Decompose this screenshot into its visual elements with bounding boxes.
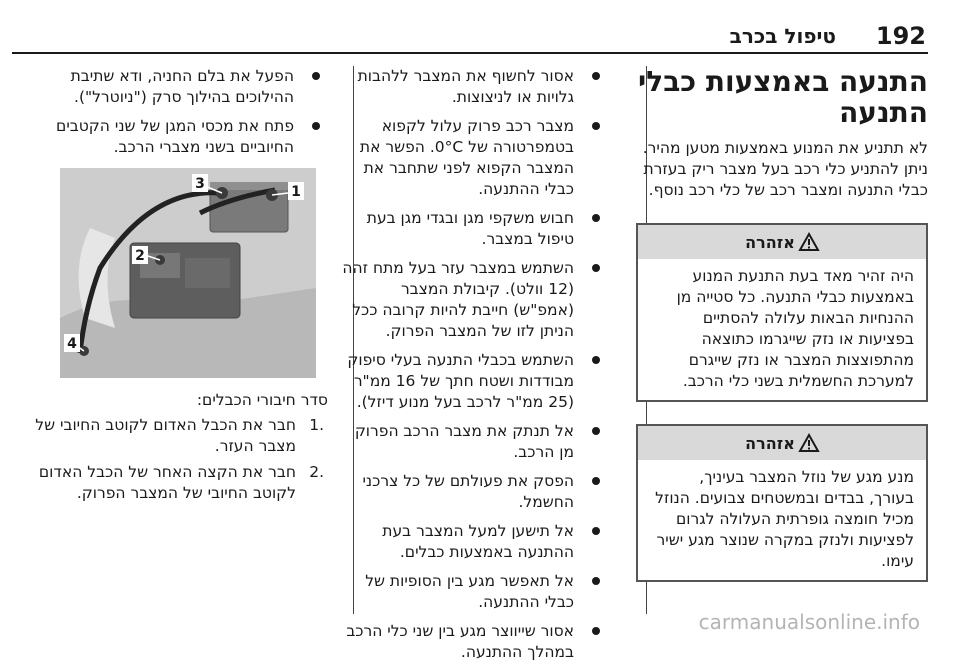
- battery-jumper-figure: [60, 168, 316, 378]
- precautions-list: [336, 66, 608, 663]
- figure-label-1: 1: [291, 184, 301, 200]
- step-text: חבר את הכבל האדום לקוטב החיובי של מצבר העזר.: [35, 416, 296, 455]
- warning-triangle-icon: [799, 232, 819, 252]
- bullet-icon: [592, 527, 600, 535]
- connection-steps: [32, 415, 328, 504]
- list-item: אל תישען למעל המצבר בעת ההתנעה באמצעות כבלים.: [336, 521, 608, 563]
- figure-label-2: 2: [135, 248, 145, 264]
- bullet-icon: [312, 72, 320, 80]
- bullet-icon: [592, 214, 600, 222]
- preparation-list: [32, 66, 328, 158]
- page-number: 192: [875, 22, 926, 50]
- list-item: השתמש במצבר עזר בעל מתח זהה (12 וולט). קיבולת המצבר (אמפ"ש) חייבת להיות קרובה ככל הניתן לזו של המצבר הפרוק.: [336, 258, 608, 342]
- figure-label-4: 4: [67, 336, 77, 352]
- bullet-icon: [592, 356, 600, 364]
- step-item: [32, 415, 328, 457]
- step-text: חבר את הקצה האחר של הכבל האדום לקוטב החיובי של המצבר הפרוק.: [38, 463, 296, 502]
- bullet-icon: [592, 264, 600, 272]
- intro-paragraph: לא תתניע את המנוע באמצעות מטען מהיר. ניתן להתניע כלי רכב בעל מצבר ריק בעזרת כבלי התנעה ומצבר רכב של כלי רכב נוסף.: [642, 139, 928, 199]
- warning-header: [638, 426, 926, 460]
- warning-header: [638, 225, 926, 259]
- warning-label: אזהרה: [745, 232, 795, 252]
- connection-order-title: סדר חיבורי הכבלים:: [196, 391, 328, 409]
- list-item: הפסק את פעולתם של כל צרכני החשמל.: [336, 471, 608, 513]
- figure-label-3: 3: [195, 176, 205, 192]
- header-rule: [12, 52, 928, 54]
- warning-text: היה זהיר מאד בעת התנעת המנוע באמצעות כבלי התנעה. כל סטייה מן ההנחיות הבאות עלולה להסתיים בפציעות או נזק שייגרמו כתוצאה מהתפוצצות המצבר או נזק שייגרם למערכת החשמלית בשני כלי הרכב.: [676, 267, 914, 390]
- list-item: אסור שייווצר מגע בין שני כלי הרכב במהלך ההתנעה.: [336, 621, 608, 663]
- step-item: [32, 462, 328, 504]
- bullet-icon: [592, 72, 600, 80]
- warning-box-1: [636, 223, 928, 402]
- page-header: [0, 0, 960, 52]
- bullet-icon: [592, 627, 600, 635]
- list-item: מצבר רכב פרוק עלול לקפוא בטמפרטורה של 0°C. הפשר את המצבר הקפוא לפני שתחבר את כבלי ההתנעה.: [336, 116, 608, 200]
- watermark: carmanualsonline.info: [698, 610, 920, 634]
- warning-triangle-icon: [799, 433, 819, 453]
- list-item: פתח את מכסי המגן של שני הקטבים החיוביים בשני מצברי הרכב.: [32, 116, 328, 158]
- bullet-icon: [312, 122, 320, 130]
- section-title: טיפול בכרב: [729, 24, 836, 48]
- bullet-icon: [592, 122, 600, 130]
- warning-text: מנע מגע של נוזל המצבר בעיניך, בעורך, בבדים ובמשטחים צבועים. הנוזל מכיל חומצה גופרתית העלולה לגרום לפציעות ולנזק במקרה שנוצר מגע ישיר עימו.: [655, 468, 914, 570]
- bullet-icon: [592, 477, 600, 485]
- step-number: 2.: [309, 463, 324, 481]
- column-title: התנעה באמצעות כבלי התנעה: [638, 65, 928, 129]
- jumper-cables-illustration: [60, 168, 316, 378]
- bullet-icon: [592, 427, 600, 435]
- list-item: אל תאפשר מגע בין הסופיות של כבלי ההתנעה.: [336, 571, 608, 613]
- column-3: [32, 66, 328, 509]
- column-1: [636, 66, 928, 582]
- step-number: 1.: [309, 416, 324, 434]
- warning-box-2: [636, 424, 928, 582]
- list-item: אל תנתק את מצבר הרכב הפרוק מן הרכב.: [336, 421, 608, 463]
- list-item: חבוש משקפי מגן ובגדי מגן בעת טיפול במצבר.: [336, 208, 608, 250]
- bullet-icon: [592, 577, 600, 585]
- warning-label: אזהרה: [745, 433, 795, 453]
- list-item: הפעל את בלם החניה, ודא שתיבת ההילוכים בהילוך סרק ("ניוטרל").: [32, 66, 328, 108]
- column-2: [336, 66, 608, 671]
- list-item: אסור לחשוף את המצבר ללהבות גלויות או לניצוצות.: [336, 66, 608, 108]
- list-item: השתמש בכבלי התנעה בעלי סיפוק מבודדות ושטח חתך של 16 ממ"ר (25 ממ"ר לרכב בעל מנוע דיזל).: [336, 350, 608, 413]
